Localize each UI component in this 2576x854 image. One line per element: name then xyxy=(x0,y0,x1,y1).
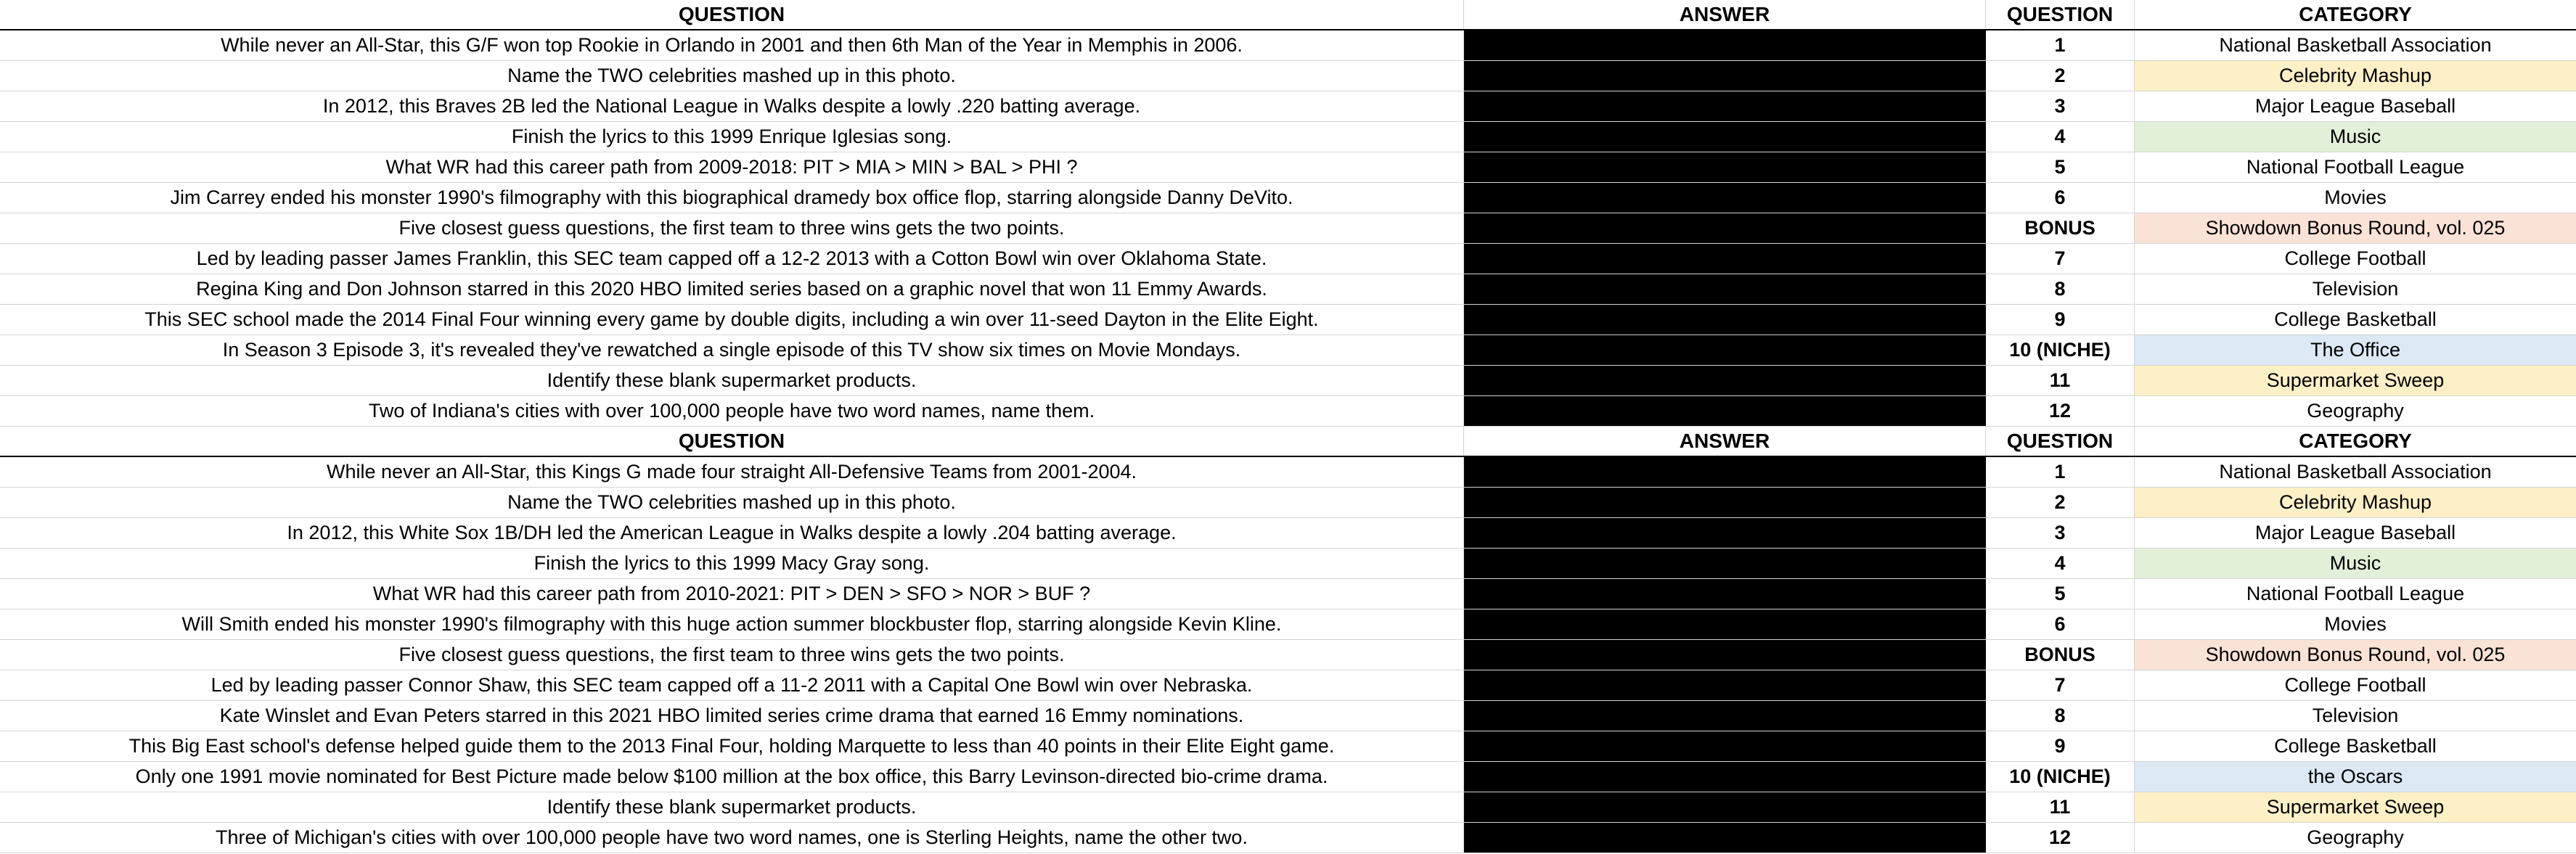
hidden-answer-cell xyxy=(1464,823,1986,853)
question-text: Two of Indiana's cities with over 100,000 people have two word names, name them. xyxy=(0,396,1464,426)
hidden-answer-cell xyxy=(1464,396,1986,426)
category-label: the Oscars xyxy=(2135,762,2576,792)
category-label: Geography xyxy=(2307,400,2404,422)
question-text: In 2012, this White Sox 1B/DH led the American League in Walks despite a lowly .204 batting average. xyxy=(0,518,1464,548)
header-question: QUESTION xyxy=(0,0,1464,29)
hidden-answer-cell xyxy=(1464,640,1986,670)
header-answer: ANSWER xyxy=(1464,0,1986,29)
hidden-answer-cell xyxy=(1464,792,1986,822)
category-label: Geography xyxy=(2307,826,2404,848)
table-row xyxy=(0,61,2576,91)
category-label: College Basketball xyxy=(2274,735,2437,757)
question-block-2 xyxy=(0,427,2576,853)
table-row xyxy=(0,457,2576,488)
question-number: 5 xyxy=(1986,579,2135,609)
table-row xyxy=(0,30,2576,61)
question-number: 2 xyxy=(1986,61,2135,91)
question-text: What WR had this career path from 2010-2021: PIT > DEN > SFO > NOR > BUF ? xyxy=(0,579,1464,609)
question-text: Led by leading passer James Franklin, this SEC team capped off a 12-2 2013 with a Cotton Bowl win over Oklahoma State. xyxy=(0,244,1464,274)
question-text: Three of Michigan's cities with over 100,000 people have two word names, one is Sterling Heights, name the other two. xyxy=(0,823,1464,853)
question-number: 12 xyxy=(1986,396,2135,426)
category-label: College Football xyxy=(2284,247,2426,269)
question-number: 7 xyxy=(1986,670,2135,700)
table-row xyxy=(0,701,2576,731)
table-row xyxy=(0,518,2576,549)
header-category: CATEGORY xyxy=(2299,430,2412,452)
category-label: Music xyxy=(2135,122,2576,152)
table-row xyxy=(0,640,2576,670)
hidden-answer-cell xyxy=(1464,670,1986,700)
question-text: Name the TWO celebrities mashed up in this photo. xyxy=(0,61,1464,91)
question-number: 4 xyxy=(1986,122,2135,152)
hidden-answer-cell xyxy=(1464,183,1986,213)
question-number: 5 xyxy=(1986,152,2135,182)
question-text: Name the TWO celebrities mashed up in this photo. xyxy=(0,488,1464,517)
block-rows xyxy=(0,30,2576,427)
hidden-answer-cell xyxy=(1464,518,1986,548)
question-number: 2 xyxy=(1986,488,2135,517)
table-row xyxy=(0,488,2576,518)
category-label: The Office xyxy=(2135,335,2576,365)
header-question-number: QUESTION xyxy=(1986,427,2135,456)
table-row xyxy=(0,670,2576,701)
header-question: QUESTION xyxy=(0,427,1464,456)
table-row xyxy=(0,274,2576,305)
question-text: Only one 1991 movie nominated for Best Picture made below $100 million at the box office, this Barry Levinson-directed bio-crime drama. xyxy=(0,762,1464,792)
table-row xyxy=(0,579,2576,609)
table-row xyxy=(0,152,2576,183)
category-label: Major League Baseball xyxy=(2254,522,2456,543)
hidden-answer-cell xyxy=(1464,305,1986,334)
question-text: Identify these blank supermarket products. xyxy=(0,366,1464,395)
table-row xyxy=(0,122,2576,152)
hidden-answer-cell xyxy=(1464,609,1986,639)
question-text: Will Smith ended his monster 1990's filmography with this huge action summer blockbuster flop, starring alongside Kevin Kline. xyxy=(0,609,1464,639)
question-number: 10 (NICHE) xyxy=(1986,762,2135,792)
question-text: In 2012, this Braves 2B led the National League in Walks despite a lowly .220 batting average. xyxy=(0,91,1464,121)
category-label: Supermarket Sweep xyxy=(2135,792,2576,822)
table-row xyxy=(0,244,2576,274)
category-label: National Football League xyxy=(2246,583,2465,604)
question-number: 8 xyxy=(1986,274,2135,304)
question-number: BONUS xyxy=(1986,213,2135,243)
category-label: Celebrity Mashup xyxy=(2135,61,2576,91)
question-number: 10 (NICHE) xyxy=(1986,335,2135,365)
question-text: Led by leading passer Connor Shaw, this SEC team capped off a 11-2 2011 with a Capital One Bowl win over Nebraska. xyxy=(0,670,1464,700)
hidden-answer-cell xyxy=(1464,213,1986,243)
hidden-answer-cell xyxy=(1464,335,1986,365)
question-number: 4 xyxy=(1986,549,2135,578)
header-row xyxy=(0,427,2576,457)
question-number: 6 xyxy=(1986,183,2135,213)
question-number: 3 xyxy=(1986,91,2135,121)
header-category: CATEGORY xyxy=(2299,3,2412,25)
category-label: National Football League xyxy=(2246,156,2465,178)
category-label: Television xyxy=(2312,705,2399,726)
question-text: While never an All-Star, this Kings G made four straight All-Defensive Teams from 2001-2004. xyxy=(0,457,1464,487)
question-number: 7 xyxy=(1986,244,2135,274)
category-label: College Football xyxy=(2284,674,2426,696)
table-row xyxy=(0,549,2576,579)
hidden-answer-cell xyxy=(1464,61,1986,91)
question-number: 11 xyxy=(1986,366,2135,395)
question-text: Regina King and Don Johnson starred in this 2020 HBO limited series based on a graphic novel that won 11 Emmy Awards. xyxy=(0,274,1464,304)
hidden-answer-cell xyxy=(1464,152,1986,182)
hidden-answer-cell xyxy=(1464,762,1986,792)
question-number: 9 xyxy=(1986,731,2135,761)
category-label: Showdown Bonus Round, vol. 025 xyxy=(2135,640,2576,670)
category-label: Supermarket Sweep xyxy=(2135,366,2576,395)
hidden-answer-cell xyxy=(1464,701,1986,731)
table-row xyxy=(0,823,2576,853)
category-label: Music xyxy=(2135,549,2576,578)
question-text: Finish the lyrics to this 1999 Macy Gray song. xyxy=(0,549,1464,578)
category-label: Showdown Bonus Round, vol. 025 xyxy=(2135,213,2576,243)
hidden-answer-cell xyxy=(1464,579,1986,609)
question-text: This Big East school's defense helped guide them to the 2013 Final Four, holding Marquette to less than 40 points in their Elite Eight game. xyxy=(0,731,1464,761)
question-number: 8 xyxy=(1986,701,2135,731)
question-text: In Season 3 Episode 3, it's revealed they've rewatched a single episode of this TV show six times on Movie Mondays. xyxy=(0,335,1464,365)
question-number: 1 xyxy=(1986,457,2135,487)
table-row xyxy=(0,213,2576,244)
hidden-answer-cell xyxy=(1464,457,1986,487)
category-label: National Basketball Association xyxy=(2219,34,2492,56)
question-text: This SEC school made the 2014 Final Four winning every game by double digits, including a win over 11-seed Dayton in the Elite Eight. xyxy=(0,305,1464,334)
question-number: BONUS xyxy=(1986,640,2135,670)
block-rows xyxy=(0,457,2576,853)
category-label: Movies xyxy=(2324,186,2387,208)
question-text: While never an All-Star, this G/F won top Rookie in Orlando in 2001 and then 6th Man of the Year in Memphis in 2006. xyxy=(0,30,1464,60)
category-label: Major League Baseball xyxy=(2254,95,2456,117)
hidden-answer-cell xyxy=(1464,549,1986,578)
hidden-answer-cell xyxy=(1464,91,1986,121)
table-row xyxy=(0,91,2576,122)
question-text: Five closest guess questions, the first team to three wins gets the two points. xyxy=(0,640,1464,670)
question-number: 12 xyxy=(1986,823,2135,853)
category-label: Celebrity Mashup xyxy=(2135,488,2576,517)
hidden-answer-cell xyxy=(1464,122,1986,152)
question-text: What WR had this career path from 2009-2018: PIT > MIA > MIN > BAL > PHI ? xyxy=(0,152,1464,182)
question-number: 9 xyxy=(1986,305,2135,334)
hidden-answer-cell xyxy=(1464,731,1986,761)
category-label: College Basketball xyxy=(2274,308,2437,330)
hidden-answer-cell xyxy=(1464,488,1986,517)
question-number: 1 xyxy=(1986,30,2135,60)
hidden-answer-cell xyxy=(1464,244,1986,274)
table-row xyxy=(0,396,2576,427)
header-answer: ANSWER xyxy=(1464,427,1986,456)
question-number: 6 xyxy=(1986,609,2135,639)
hidden-answer-cell xyxy=(1464,30,1986,60)
table-row xyxy=(0,762,2576,792)
table-row xyxy=(0,305,2576,335)
table-row xyxy=(0,183,2576,213)
table-row xyxy=(0,792,2576,823)
category-label: Movies xyxy=(2324,613,2387,635)
category-label: Television xyxy=(2312,278,2399,300)
header-question-number: QUESTION xyxy=(1986,0,2135,29)
table-row xyxy=(0,335,2576,366)
question-text: Jim Carrey ended his monster 1990's filmography with this biographical dramedy box office flop, starring alongside Danny DeVito. xyxy=(0,183,1464,213)
question-number: 3 xyxy=(1986,518,2135,548)
table-row xyxy=(0,366,2576,396)
hidden-answer-cell xyxy=(1464,366,1986,395)
question-number: 11 xyxy=(1986,792,2135,822)
question-text: Finish the lyrics to this 1999 Enrique Iglesias song. xyxy=(0,122,1464,152)
hidden-answer-cell xyxy=(1464,274,1986,304)
question-text: Five closest guess questions, the first team to three wins gets the two points. xyxy=(0,213,1464,243)
header-row xyxy=(0,0,2576,30)
category-label: National Basketball Association xyxy=(2219,461,2492,483)
question-text: Kate Winslet and Evan Peters starred in this 2021 HBO limited series crime drama that earned 16 Emmy nominations. xyxy=(0,701,1464,731)
question-text: Identify these blank supermarket products. xyxy=(0,792,1464,822)
table-row xyxy=(0,609,2576,640)
table-row xyxy=(0,731,2576,762)
